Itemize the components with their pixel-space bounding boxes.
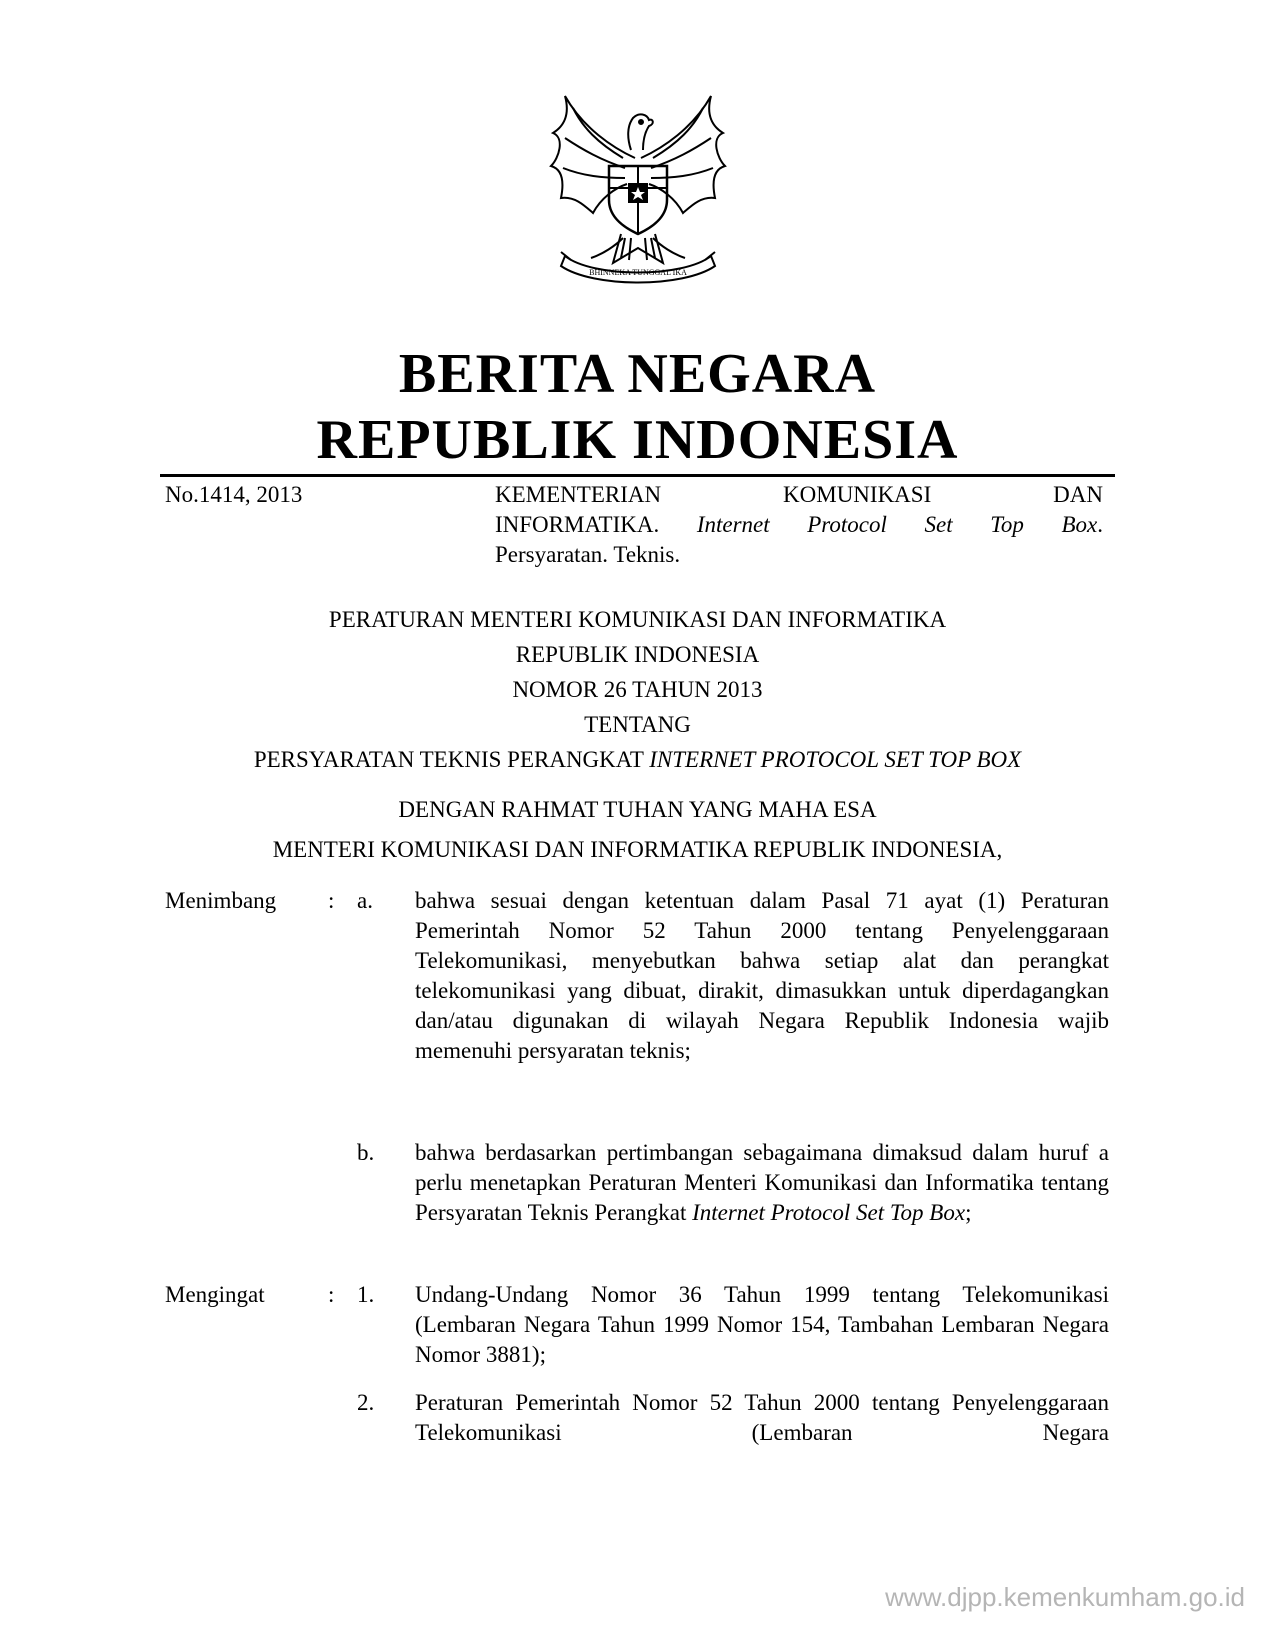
menimbang-colon: : xyxy=(328,888,335,913)
watermark-url: www.djpp.kemenkumham.go.id xyxy=(885,1582,1245,1612)
emblem-motto: BHINNEKA TUNGGAL IKA xyxy=(589,268,687,277)
issue-subject-italic: Internet Protocol Set Top Box xyxy=(696,512,1098,537)
masthead-rule xyxy=(160,474,1115,477)
preamble-line-2: MENTERI KOMUNIKASI DAN INFORMATIKA REPUBLIK INDONESIA, xyxy=(272,837,1003,862)
item-text-end: ; xyxy=(965,1200,972,1225)
issue-subject xyxy=(495,480,1103,570)
item-text: bahwa sesuai dengan ketentuan dalam Pasal 71 ayat (1) Peraturan Pemerintah Nomor 52 Tahun 2000 tentang Penyelenggaraan Telekomunikasi, menyebutkan bahwa setiap alat dan perangkat telekomunikasi yang dibuat, dirakit, dimasukkan untuk diperdagangkan dan/atau digunakan di wilayah Negara Republik Indonesia wajib memenuhi persyaratan teknis; xyxy=(415,888,1109,1063)
item-text-italic: Internet Protocol Set Top Box xyxy=(692,1200,966,1225)
item-marker: 1. xyxy=(357,1282,375,1307)
item-marker: 2. xyxy=(357,1390,375,1415)
item-marker: b. xyxy=(357,1140,375,1165)
garuda-emblem-icon xyxy=(543,88,733,288)
item-text xyxy=(415,1138,1109,1228)
issue-subject-plain: INFORMATIKA. xyxy=(495,512,660,537)
mengingat-colon: : xyxy=(328,1282,335,1307)
issue-subject-line-1: KEMENTERIAN KOMUNIKASI DAN xyxy=(495,482,1103,507)
regulation-line-2: REPUBLIK INDONESIA xyxy=(515,642,760,667)
menimbang-label: Menimbang xyxy=(165,888,277,913)
preamble-line-1: DENGAN RAHMAT TUHAN YANG MAHA ESA xyxy=(398,797,877,822)
regulation-line-5 xyxy=(160,742,1115,777)
issue-subject-line-3: Persyaratan. Teknis. xyxy=(495,542,681,567)
item-text: Peraturan Pemerintah Nomor 52 Tahun 2000 tentang Penyelenggaraan Telekomunikasi (Lembaran Negara xyxy=(415,1390,1109,1445)
issue-subject-line-2 xyxy=(495,510,1103,540)
masthead-line-1: BERITA NEGARA xyxy=(398,343,877,405)
regulation-line-1: PERATURAN MENTERI KOMUNIKASI DAN INFORMATIKA xyxy=(328,607,947,632)
regulation-line-5-plain: PERSYARATAN TEKNIS PERANGKAT xyxy=(253,747,644,772)
regulation-line-4: TENTANG xyxy=(584,712,691,737)
issue-subject-end: . xyxy=(1097,512,1104,537)
item-text-plain: bahwa berdasarkan pertimbangan sebagaimana dimaksud dalam huruf a perlu menetapkan Peraturan Menteri Komunikasi dan Informatika tentang Persyaratan Teknis Perangkat xyxy=(415,1140,1109,1225)
garuda-emblem xyxy=(543,88,733,288)
item-marker: a. xyxy=(357,888,373,913)
regulation-title xyxy=(160,602,1115,777)
issue-number: No.1414, 2013 xyxy=(165,482,303,507)
masthead-line-2: REPUBLIK INDONESIA xyxy=(316,409,959,471)
item-text: Undang-Undang Nomor 36 Tahun 1999 tentang Telekomunikasi (Lembaran Negara Tahun 1999 Nomor 154, Tambahan Lembaran Negara Nomor 3881); xyxy=(415,1282,1109,1367)
regulation-line-5-italic: INTERNET PROTOCOL SET TOP BOX xyxy=(649,747,1022,772)
regulation-line-3: NOMOR 26 TAHUN 2013 xyxy=(512,677,763,702)
mengingat-label: Mengingat xyxy=(165,1282,265,1307)
preamble xyxy=(160,790,1115,870)
